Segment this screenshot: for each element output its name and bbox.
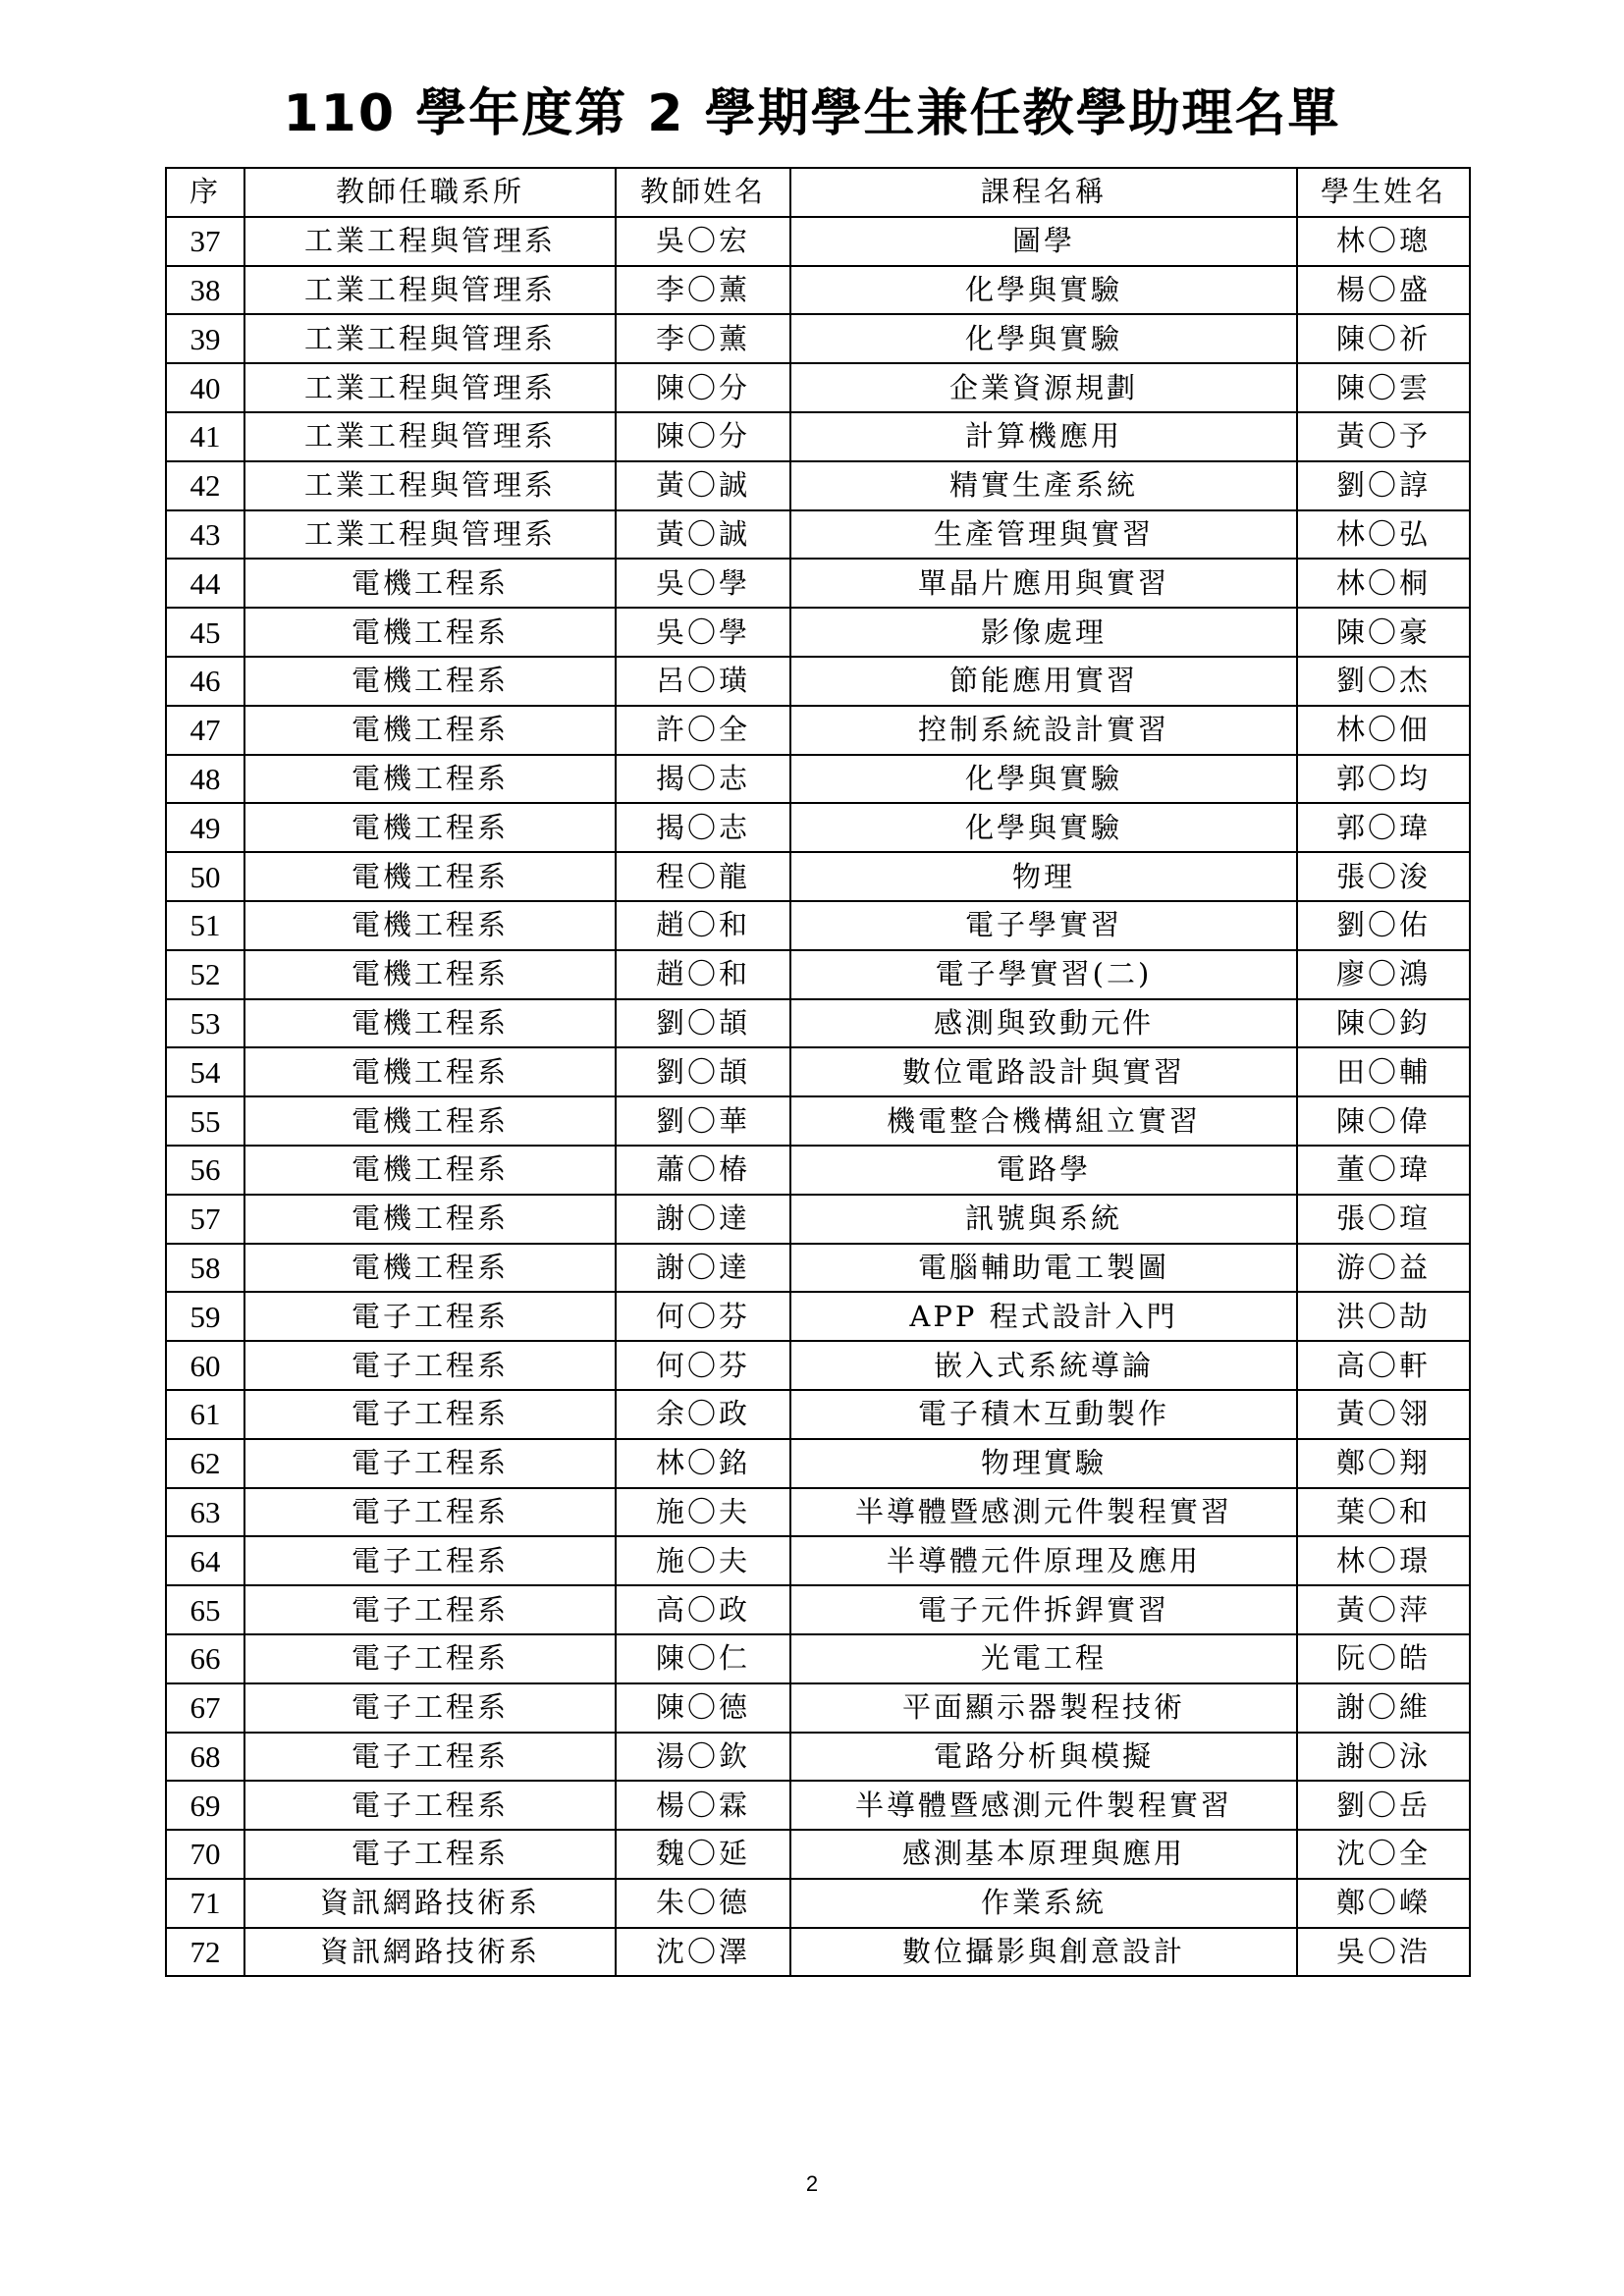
- teacher-name-cell: 施〇夫: [616, 1488, 790, 1537]
- table-row: [166, 1146, 1470, 1195]
- table-row: [166, 1390, 1470, 1439]
- course-name-cell: 電子學實習(二): [790, 950, 1297, 999]
- table-row: [166, 1733, 1470, 1782]
- department-cell: 資訊網路技術系: [244, 1928, 616, 1977]
- seq-cell: 64: [166, 1536, 244, 1585]
- column-header-course: 課程名稱: [790, 168, 1297, 217]
- department-cell: 工業工程與管理系: [244, 363, 616, 412]
- course-name-cell: 光電工程: [790, 1634, 1297, 1683]
- course-name-cell: 平面顯示器製程技術: [790, 1683, 1297, 1733]
- seq-cell: 57: [166, 1195, 244, 1244]
- column-header-student: 學生姓名: [1297, 168, 1470, 217]
- teacher-name-cell: 吳〇宏: [616, 217, 790, 266]
- table-row: [166, 363, 1470, 412]
- department-cell: 工業工程與管理系: [244, 217, 616, 266]
- department-cell: 電子工程系: [244, 1585, 616, 1634]
- course-name-cell: 生產管理與實習: [790, 510, 1297, 560]
- department-cell: 電機工程系: [244, 803, 616, 852]
- student-name-cell: 董〇瑋: [1297, 1146, 1470, 1195]
- seq-cell: 61: [166, 1390, 244, 1439]
- department-cell: 工業工程與管理系: [244, 266, 616, 315]
- table-row: [166, 1928, 1470, 1977]
- table-row: [166, 1439, 1470, 1488]
- department-cell: 電機工程系: [244, 1244, 616, 1293]
- seq-cell: 69: [166, 1781, 244, 1830]
- course-name-cell: 精實生產系統: [790, 461, 1297, 510]
- seq-cell: 39: [166, 314, 244, 363]
- department-cell: 電機工程系: [244, 1146, 616, 1195]
- course-name-cell: 感測基本原理與應用: [790, 1830, 1297, 1879]
- teacher-name-cell: 謝〇達: [616, 1244, 790, 1293]
- department-cell: 工業工程與管理系: [244, 461, 616, 510]
- department-cell: 電子工程系: [244, 1390, 616, 1439]
- department-cell: 電子工程系: [244, 1292, 616, 1341]
- teacher-name-cell: 黃〇誠: [616, 461, 790, 510]
- teacher-name-cell: 林〇銘: [616, 1439, 790, 1488]
- department-cell: 電子工程系: [244, 1536, 616, 1585]
- table-row: [166, 412, 1470, 461]
- ta-roster-table: [165, 167, 1471, 1977]
- department-cell: 電機工程系: [244, 559, 616, 608]
- department-cell: 電子工程系: [244, 1439, 616, 1488]
- table-row: [166, 559, 1470, 608]
- student-name-cell: 陳〇鈞: [1297, 999, 1470, 1048]
- department-cell: 電機工程系: [244, 657, 616, 706]
- teacher-name-cell: 趙〇和: [616, 901, 790, 950]
- course-name-cell: 電子元件拆銲實習: [790, 1585, 1297, 1634]
- course-name-cell: 半導體暨感測元件製程實習: [790, 1488, 1297, 1537]
- department-cell: 電機工程系: [244, 755, 616, 804]
- seq-cell: 43: [166, 510, 244, 560]
- department-cell: 電機工程系: [244, 1096, 616, 1146]
- teacher-name-cell: 陳〇仁: [616, 1634, 790, 1683]
- student-name-cell: 張〇瑄: [1297, 1195, 1470, 1244]
- course-name-cell: 計算機應用: [790, 412, 1297, 461]
- seq-cell: 71: [166, 1879, 244, 1928]
- teacher-name-cell: 湯〇欽: [616, 1733, 790, 1782]
- department-cell: 電機工程系: [244, 608, 616, 657]
- table-row: [166, 657, 1470, 706]
- seq-cell: 42: [166, 461, 244, 510]
- student-name-cell: 鄭〇嶸: [1297, 1879, 1470, 1928]
- teacher-name-cell: 呂〇璜: [616, 657, 790, 706]
- seq-cell: 66: [166, 1634, 244, 1683]
- department-cell: 電子工程系: [244, 1733, 616, 1782]
- seq-cell: 68: [166, 1733, 244, 1782]
- teacher-name-cell: 劉〇華: [616, 1096, 790, 1146]
- student-name-cell: 郭〇瑋: [1297, 803, 1470, 852]
- table-row: [166, 608, 1470, 657]
- course-name-cell: 節能應用實習: [790, 657, 1297, 706]
- seq-cell: 72: [166, 1928, 244, 1977]
- course-name-cell: 單晶片應用與實習: [790, 559, 1297, 608]
- student-name-cell: 陳〇雲: [1297, 363, 1470, 412]
- table-row: [166, 1244, 1470, 1293]
- teacher-name-cell: 謝〇達: [616, 1195, 790, 1244]
- seq-cell: 50: [166, 852, 244, 901]
- department-cell: 工業工程與管理系: [244, 314, 616, 363]
- course-name-cell: 半導體暨感測元件製程實習: [790, 1781, 1297, 1830]
- column-header-department: 教師任職系所: [244, 168, 616, 217]
- seq-cell: 56: [166, 1146, 244, 1195]
- table-row: [166, 461, 1470, 510]
- student-name-cell: 洪〇劼: [1297, 1292, 1470, 1341]
- department-cell: 電子工程系: [244, 1683, 616, 1733]
- table-row: [166, 706, 1470, 755]
- seq-cell: 45: [166, 608, 244, 657]
- seq-cell: 49: [166, 803, 244, 852]
- seq-cell: 65: [166, 1585, 244, 1634]
- table-row: [166, 1683, 1470, 1733]
- teacher-name-cell: 程〇龍: [616, 852, 790, 901]
- student-name-cell: 黃〇予: [1297, 412, 1470, 461]
- student-name-cell: 林〇佃: [1297, 706, 1470, 755]
- table-row: [166, 803, 1470, 852]
- student-name-cell: 陳〇豪: [1297, 608, 1470, 657]
- course-name-cell: 電子積木互動製作: [790, 1390, 1297, 1439]
- course-name-cell: 物理實驗: [790, 1439, 1297, 1488]
- student-name-cell: 黃〇萍: [1297, 1585, 1470, 1634]
- teacher-name-cell: 趙〇和: [616, 950, 790, 999]
- teacher-name-cell: 蕭〇椿: [616, 1146, 790, 1195]
- column-header-teacher: 教師姓名: [616, 168, 790, 217]
- course-name-cell: 訊號與系統: [790, 1195, 1297, 1244]
- teacher-name-cell: 陳〇分: [616, 412, 790, 461]
- department-cell: 電子工程系: [244, 1830, 616, 1879]
- department-cell: 資訊網路技術系: [244, 1879, 616, 1928]
- seq-cell: 41: [166, 412, 244, 461]
- student-name-cell: 劉〇佑: [1297, 901, 1470, 950]
- teacher-name-cell: 余〇政: [616, 1390, 790, 1439]
- student-name-cell: 郭〇均: [1297, 755, 1470, 804]
- student-name-cell: 陳〇祈: [1297, 314, 1470, 363]
- page-title: 110 學年度第 2 學期學生兼任教學助理名單: [283, 84, 1341, 143]
- table-row: [166, 266, 1470, 315]
- department-cell: 電機工程系: [244, 852, 616, 901]
- department-cell: 電子工程系: [244, 1634, 616, 1683]
- teacher-name-cell: 劉〇頡: [616, 999, 790, 1048]
- department-cell: 電子工程系: [244, 1488, 616, 1537]
- course-name-cell: 半導體元件原理及應用: [790, 1536, 1297, 1585]
- table-row: [166, 852, 1470, 901]
- seq-cell: 46: [166, 657, 244, 706]
- department-cell: 工業工程與管理系: [244, 510, 616, 560]
- department-cell: 電機工程系: [244, 1047, 616, 1096]
- seq-cell: 55: [166, 1096, 244, 1146]
- student-name-cell: 沈〇全: [1297, 1830, 1470, 1879]
- course-name-cell: 電子學實習: [790, 901, 1297, 950]
- student-name-cell: 阮〇皓: [1297, 1634, 1470, 1683]
- student-name-cell: 游〇益: [1297, 1244, 1470, 1293]
- course-name-cell: 化學與實驗: [790, 803, 1297, 852]
- table-row: [166, 1830, 1470, 1879]
- seq-cell: 59: [166, 1292, 244, 1341]
- teacher-name-cell: 魏〇延: [616, 1830, 790, 1879]
- student-name-cell: 劉〇諄: [1297, 461, 1470, 510]
- teacher-name-cell: 何〇芬: [616, 1341, 790, 1390]
- student-name-cell: 謝〇維: [1297, 1683, 1470, 1733]
- teacher-name-cell: 李〇薰: [616, 314, 790, 363]
- teacher-name-cell: 黃〇誠: [616, 510, 790, 560]
- student-name-cell: 林〇璟: [1297, 1536, 1470, 1585]
- seq-cell: 54: [166, 1047, 244, 1096]
- student-name-cell: 林〇弘: [1297, 510, 1470, 560]
- seq-cell: 40: [166, 363, 244, 412]
- table-row: [166, 901, 1470, 950]
- student-name-cell: 高〇軒: [1297, 1341, 1470, 1390]
- department-cell: 電機工程系: [244, 901, 616, 950]
- table-row: [166, 217, 1470, 266]
- table-row: [166, 1047, 1470, 1096]
- department-cell: 電機工程系: [244, 706, 616, 755]
- table-row: [166, 950, 1470, 999]
- table-header: [166, 168, 1470, 217]
- seq-cell: 67: [166, 1683, 244, 1733]
- student-name-cell: 陳〇偉: [1297, 1096, 1470, 1146]
- teacher-name-cell: 吳〇學: [616, 559, 790, 608]
- table-row: [166, 1096, 1470, 1146]
- teacher-name-cell: 劉〇頡: [616, 1047, 790, 1096]
- student-name-cell: 林〇璁: [1297, 217, 1470, 266]
- table-row: [166, 1292, 1470, 1341]
- course-name-cell: 電腦輔助電工製圖: [790, 1244, 1297, 1293]
- teacher-name-cell: 揭〇志: [616, 803, 790, 852]
- course-name-cell: 物理: [790, 852, 1297, 901]
- seq-cell: 37: [166, 217, 244, 266]
- student-name-cell: 黃〇翎: [1297, 1390, 1470, 1439]
- student-name-cell: 謝〇泳: [1297, 1733, 1470, 1782]
- table-body: [166, 217, 1470, 1977]
- teacher-name-cell: 施〇夫: [616, 1536, 790, 1585]
- course-name-cell: 數位電路設計與實習: [790, 1047, 1297, 1096]
- teacher-name-cell: 陳〇德: [616, 1683, 790, 1733]
- seq-cell: 58: [166, 1244, 244, 1293]
- department-cell: 電機工程系: [244, 950, 616, 999]
- table-row: [166, 1195, 1470, 1244]
- seq-cell: 63: [166, 1488, 244, 1537]
- course-name-cell: 化學與實驗: [790, 314, 1297, 363]
- seq-cell: 44: [166, 559, 244, 608]
- course-name-cell: 作業系統: [790, 1879, 1297, 1928]
- seq-cell: 70: [166, 1830, 244, 1879]
- department-cell: 電子工程系: [244, 1341, 616, 1390]
- student-name-cell: 鄭〇翔: [1297, 1439, 1470, 1488]
- course-name-cell: 電路分析與模擬: [790, 1733, 1297, 1782]
- course-name-cell: 圖學: [790, 217, 1297, 266]
- table-row: [166, 1536, 1470, 1585]
- table-row: [166, 1781, 1470, 1830]
- header-row: [166, 168, 1470, 217]
- student-name-cell: 葉〇和: [1297, 1488, 1470, 1537]
- teacher-name-cell: 陳〇分: [616, 363, 790, 412]
- table-row: [166, 755, 1470, 804]
- table-row: [166, 510, 1470, 560]
- teacher-name-cell: 許〇全: [616, 706, 790, 755]
- course-name-cell: 化學與實驗: [790, 755, 1297, 804]
- course-name-cell: 企業資源規劃: [790, 363, 1297, 412]
- table-row: [166, 314, 1470, 363]
- course-name-cell: 機電整合機構組立實習: [790, 1096, 1297, 1146]
- table-row: [166, 1879, 1470, 1928]
- column-header-seq: 序: [166, 168, 244, 217]
- page-number: 2: [805, 2171, 819, 2196]
- teacher-name-cell: 楊〇霖: [616, 1781, 790, 1830]
- student-name-cell: 楊〇盛: [1297, 266, 1470, 315]
- student-name-cell: 林〇桐: [1297, 559, 1470, 608]
- student-name-cell: 田〇輔: [1297, 1047, 1470, 1096]
- department-cell: 電機工程系: [244, 1195, 616, 1244]
- course-name-cell: 化學與實驗: [790, 266, 1297, 315]
- table-row: [166, 999, 1470, 1048]
- seq-cell: 48: [166, 755, 244, 804]
- seq-cell: 52: [166, 950, 244, 999]
- teacher-name-cell: 沈〇澤: [616, 1928, 790, 1977]
- seq-cell: 51: [166, 901, 244, 950]
- student-name-cell: 張〇浚: [1297, 852, 1470, 901]
- department-cell: 電子工程系: [244, 1781, 616, 1830]
- seq-cell: 60: [166, 1341, 244, 1390]
- teacher-name-cell: 朱〇德: [616, 1879, 790, 1928]
- student-name-cell: 廖〇鴻: [1297, 950, 1470, 999]
- table-row: [166, 1634, 1470, 1683]
- student-name-cell: 劉〇杰: [1297, 657, 1470, 706]
- course-name-cell: 影像處理: [790, 608, 1297, 657]
- teacher-name-cell: 吳〇學: [616, 608, 790, 657]
- course-name-cell: 嵌入式系統導論: [790, 1341, 1297, 1390]
- course-name-cell: 電路學: [790, 1146, 1297, 1195]
- student-name-cell: 吳〇浩: [1297, 1928, 1470, 1977]
- course-name-cell: 感測與致動元件: [790, 999, 1297, 1048]
- course-name-cell: 控制系統設計實習: [790, 706, 1297, 755]
- teacher-name-cell: 揭〇志: [616, 755, 790, 804]
- teacher-name-cell: 高〇政: [616, 1585, 790, 1634]
- course-name-cell: APP 程式設計入門: [790, 1292, 1297, 1341]
- student-name-cell: 劉〇岳: [1297, 1781, 1470, 1830]
- table-row: [166, 1341, 1470, 1390]
- course-name-cell: 數位攝影與創意設計: [790, 1928, 1297, 1977]
- seq-cell: 53: [166, 999, 244, 1048]
- seq-cell: 38: [166, 266, 244, 315]
- table-row: [166, 1585, 1470, 1634]
- seq-cell: 62: [166, 1439, 244, 1488]
- table-row: [166, 1488, 1470, 1537]
- seq-cell: 47: [166, 706, 244, 755]
- department-cell: 工業工程與管理系: [244, 412, 616, 461]
- department-cell: 電機工程系: [244, 999, 616, 1048]
- teacher-name-cell: 李〇薰: [616, 266, 790, 315]
- teacher-name-cell: 何〇芬: [616, 1292, 790, 1341]
